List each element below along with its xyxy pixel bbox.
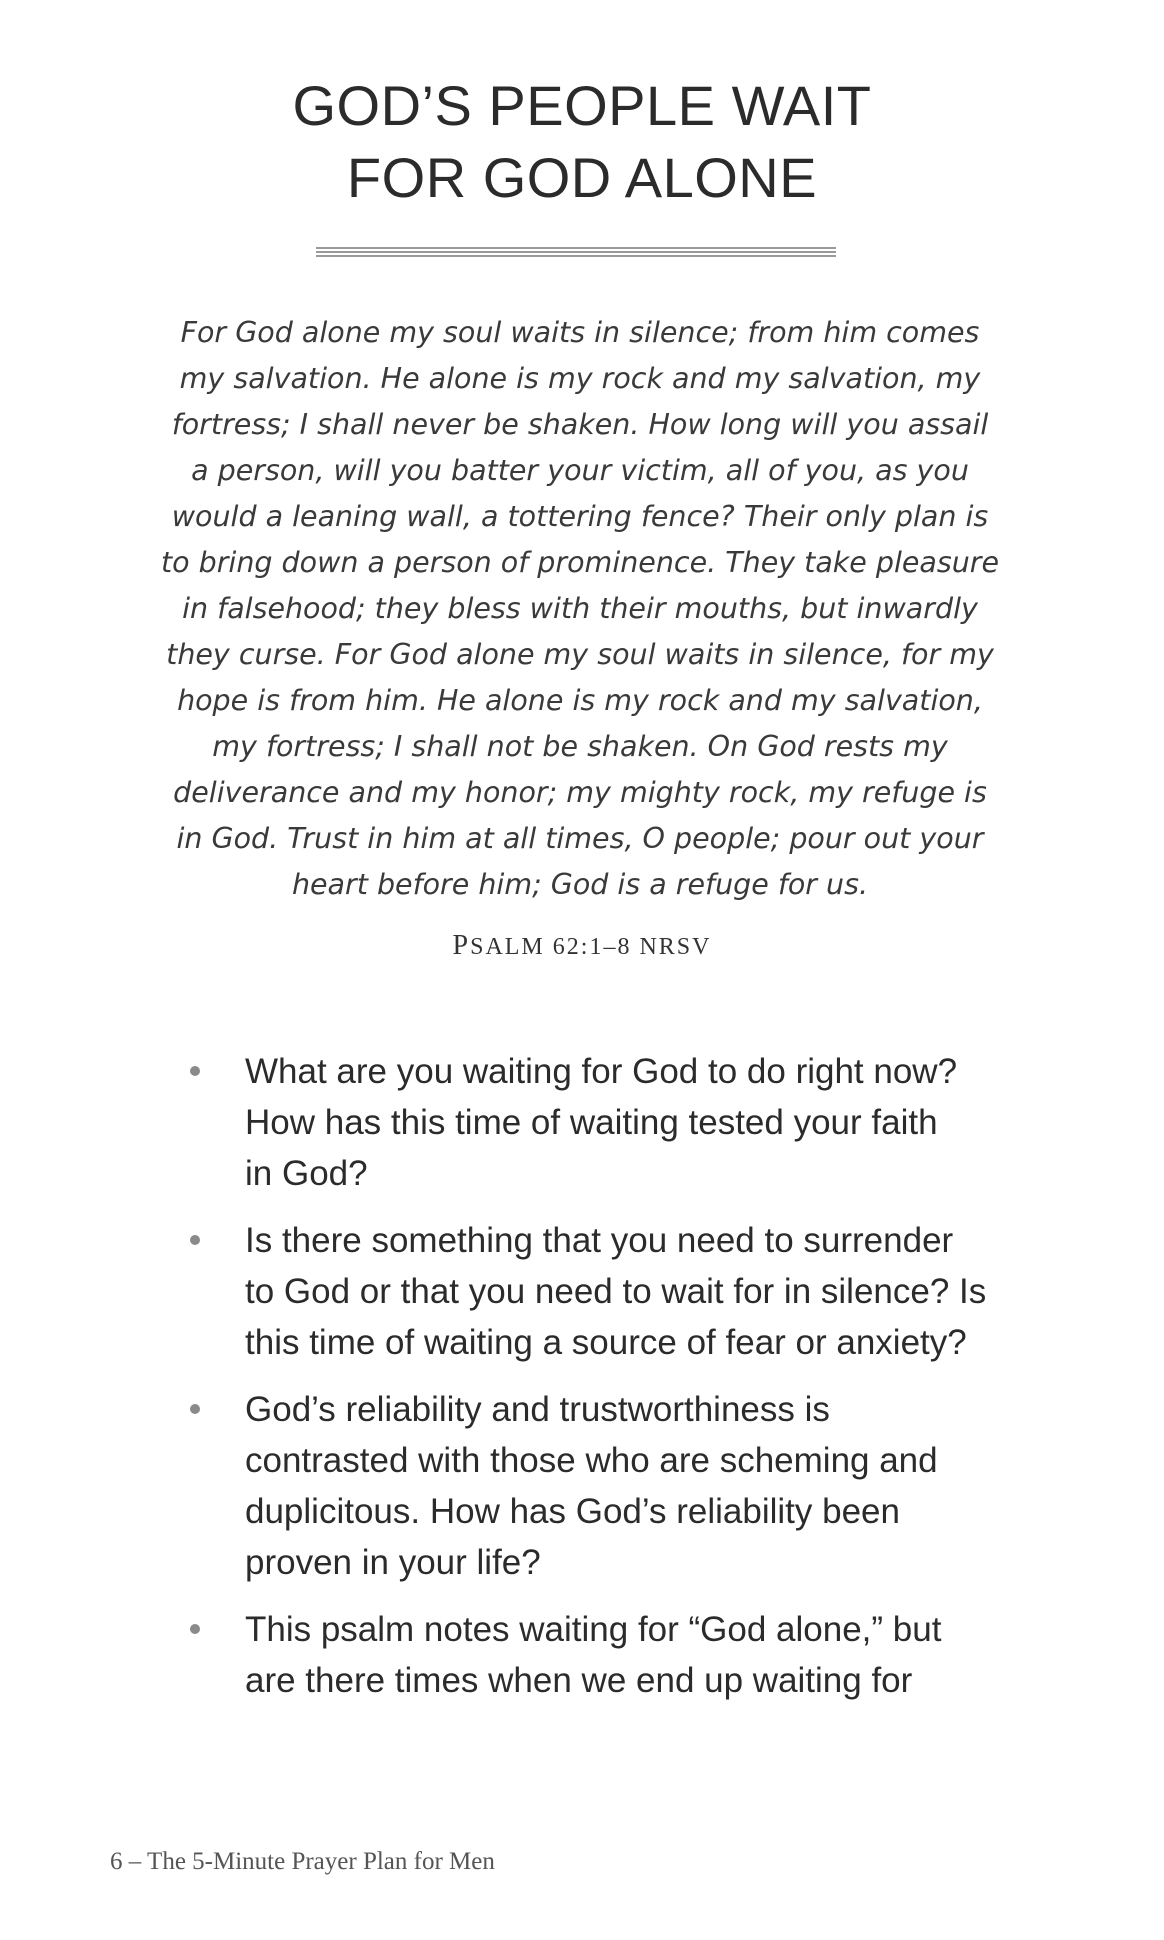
- page-footer: 6 – The 5-Minute Prayer Plan for Men: [110, 1848, 495, 1875]
- page-title: [0, 70, 1164, 214]
- question-line: What are you waiting for God to do right now?: [245, 1052, 958, 1091]
- bullet-icon: [190, 1235, 200, 1245]
- question-line: proven in your life?: [245, 1543, 541, 1582]
- question-line: contrasted with those who are scheming and: [245, 1441, 938, 1480]
- question-line: are there times when we end up waiting for: [245, 1661, 913, 1700]
- question-line: Is there something that you need to surrender: [245, 1221, 954, 1260]
- question-item: [185, 1384, 1045, 1588]
- question-line: This psalm notes waiting for “God alone,” but: [245, 1610, 942, 1649]
- question-line: to God or that you need to wait for in silence? Is: [245, 1272, 987, 1311]
- scripture-line: deliverance and my honor; my mighty rock, my refuge is: [173, 776, 987, 809]
- question-line: this time of waiting a source of fear or anxiety?: [245, 1323, 967, 1362]
- question-line: How has this time of waiting tested your faith: [245, 1103, 938, 1142]
- scripture-line: in falsehood; they bless with their mouths, but inwardly: [182, 592, 978, 625]
- page-title-line-2: FOR GOD ALONE: [346, 146, 818, 209]
- question-item: [185, 1604, 1045, 1706]
- scripture-line: to bring down a person of prominence. They take pleasure: [160, 546, 1000, 579]
- scripture-citation: [0, 930, 1164, 962]
- scripture-line: my salvation. He alone is my rock and my salvation, my: [179, 362, 981, 395]
- citation-initial: P: [452, 930, 471, 961]
- question-item: [185, 1215, 1045, 1368]
- question-line: duplicitous. How has God’s reliability been: [245, 1492, 900, 1531]
- scripture-line: hope is from him. He alone is my rock and my salvation,: [177, 684, 983, 717]
- scripture-line: fortress; I shall never be shaken. How long will you assail: [171, 408, 989, 441]
- scripture-line: my fortress; I shall not be shaken. On God rests my: [212, 730, 948, 763]
- bullet-icon: [190, 1624, 200, 1634]
- scripture-line: a person, will you batter your victim, all of you, as you: [191, 454, 969, 487]
- question-line: God’s reliability and trustworthiness is: [245, 1390, 830, 1429]
- question-item: [185, 1046, 1045, 1199]
- scripture-line: they curse. For God alone my soul waits in silence, for my: [166, 638, 994, 671]
- question-line: in God?: [245, 1154, 368, 1193]
- citation-rest: SALM 62:1–8 NRSV: [470, 934, 712, 960]
- title-divider: [316, 247, 836, 261]
- bullet-icon: [190, 1404, 200, 1414]
- scripture-line: For God alone my soul waits in silence; from him comes: [180, 316, 980, 349]
- scripture-passage: [140, 310, 1020, 908]
- scripture-line: would a leaning wall, a tottering fence? Their only plan is: [171, 500, 989, 533]
- bullet-icon: [190, 1066, 200, 1076]
- page-title-line-1: GOD’S PEOPLE WAIT: [292, 74, 872, 137]
- scripture-line: heart before him; God is a refuge for us.: [291, 868, 869, 901]
- scripture-line: in God. Trust in him at all times, O people; pour out your: [176, 822, 984, 855]
- reflection-questions: [185, 1046, 1045, 1722]
